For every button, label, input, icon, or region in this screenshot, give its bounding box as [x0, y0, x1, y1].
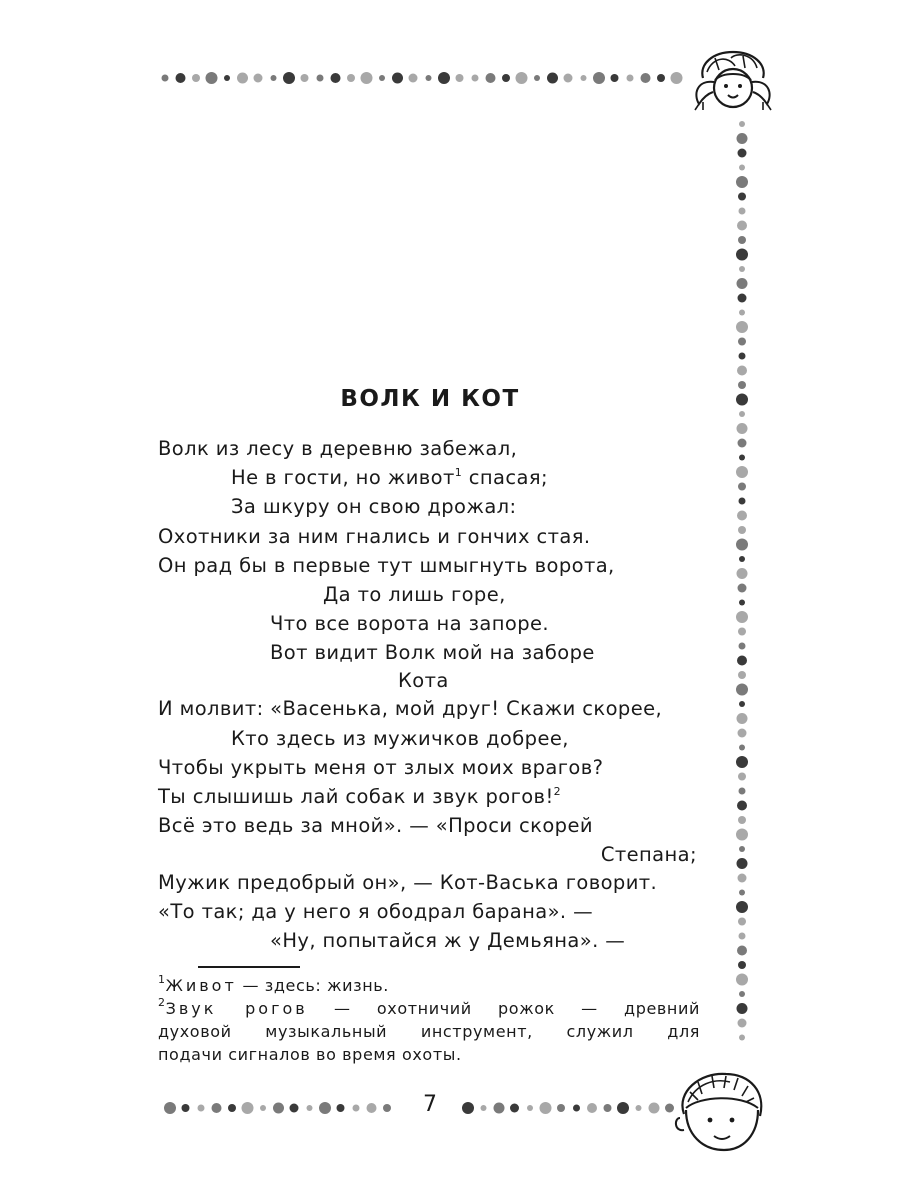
- border-dot: [367, 1103, 377, 1113]
- poem-line-18: [270, 928, 625, 954]
- border-dot: [739, 991, 745, 997]
- border-dot: [379, 75, 385, 81]
- poem-line-text: Что все ворота на запоре.: [270, 612, 549, 635]
- border-dot: [383, 1104, 391, 1112]
- poem-line-text: Кто здесь из мужичков добрее,: [231, 727, 569, 750]
- border-dot: [738, 338, 746, 346]
- border-dot: [627, 75, 634, 82]
- border-dot: [228, 1104, 236, 1112]
- border-dot: [604, 1104, 612, 1112]
- border-dot: [331, 73, 341, 83]
- border-dot: [739, 643, 746, 650]
- border-dot: [649, 1103, 660, 1114]
- poem-line-10: [158, 696, 662, 722]
- poem-line-text: Ты слышишь лай собак и звук рогов!: [158, 785, 554, 808]
- border-dot: [347, 74, 355, 82]
- border-dot: [361, 72, 373, 84]
- poem-line-15: [601, 842, 697, 868]
- border-dot: [739, 846, 745, 852]
- border-dot: [738, 816, 746, 824]
- poem-line-text: Степана;: [600, 843, 697, 866]
- border-dot: [736, 901, 748, 913]
- top-dot-border: [162, 72, 683, 84]
- border-dot: [237, 73, 248, 84]
- poem-line-12: [158, 755, 603, 781]
- border-dot: [738, 236, 746, 244]
- footnote-1-marker: 1: [158, 973, 166, 986]
- border-dot: [307, 1105, 313, 1111]
- border-dot: [657, 74, 665, 82]
- border-dot: [317, 75, 324, 82]
- footnote-1-text: — здесь: жизнь.: [236, 976, 389, 995]
- border-dot: [739, 556, 745, 562]
- border-dot: [426, 75, 432, 81]
- border-dot: [162, 75, 169, 82]
- border-dot: [438, 72, 450, 84]
- poem-line-text: И молвит: «Васенька, мой друг! Скажи скорее,: [158, 697, 663, 720]
- border-dot: [581, 75, 587, 81]
- poem-line-5: [158, 553, 615, 579]
- border-dot: [737, 713, 748, 724]
- border-dot: [739, 310, 745, 316]
- border-dot: [319, 1102, 331, 1114]
- poem-line-17: [158, 899, 593, 925]
- border-dot: [739, 455, 745, 461]
- border-dot: [738, 584, 747, 593]
- poem-line-8: [270, 640, 595, 666]
- poem-line-text: Он рад бы в первые тут шмыгнуть ворота,: [158, 554, 615, 577]
- poem-line-2: [231, 465, 548, 491]
- border-dot: [738, 918, 746, 926]
- poem-line-text: Всё это ведь за мной». — «Проси скорей: [158, 814, 593, 837]
- border-dot: [737, 278, 748, 289]
- border-dot: [242, 1102, 254, 1114]
- border-dot: [737, 1003, 748, 1014]
- right-dot-border: [736, 121, 748, 1041]
- poem-line-text: Вот видит Волк мой на заборе: [270, 641, 595, 664]
- border-dot: [192, 74, 200, 82]
- border-dot: [502, 74, 510, 82]
- border-dot: [337, 1104, 345, 1112]
- border-dot: [739, 498, 746, 505]
- border-dot: [739, 208, 746, 215]
- border-dot: [738, 961, 746, 969]
- border-dot: [738, 193, 746, 201]
- boy-face-icon: [676, 1074, 761, 1150]
- border-dot: [573, 1105, 580, 1112]
- poem-line-text: За шкуру он свою дрожал:: [231, 495, 517, 518]
- border-dot: [510, 1104, 519, 1113]
- footnote-separator: [198, 966, 300, 968]
- border-dot: [534, 75, 540, 81]
- border-dot: [739, 701, 745, 707]
- border-dot: [736, 829, 748, 841]
- poem-title: ВОЛК И КОТ: [340, 386, 520, 412]
- border-dot: [611, 74, 619, 82]
- border-dot: [182, 1104, 190, 1112]
- border-dot: [353, 1105, 360, 1112]
- border-dot: [283, 72, 295, 84]
- border-dot: [738, 874, 747, 883]
- page-number: 7: [423, 1092, 437, 1117]
- border-dot: [738, 483, 746, 491]
- border-dot: [737, 946, 747, 956]
- border-dot: [738, 149, 747, 158]
- poem-line-13: [158, 784, 561, 810]
- border-dot: [472, 75, 479, 82]
- border-dot: [736, 539, 748, 551]
- border-dot: [738, 729, 747, 738]
- footnote-2-marker: 2: [158, 996, 166, 1009]
- border-dot: [737, 511, 747, 521]
- border-dot: [462, 1102, 474, 1114]
- border-dot: [671, 72, 683, 84]
- border-dot: [540, 1102, 552, 1114]
- border-dot: [737, 423, 748, 434]
- poem-line-text: Охотники за ним гнались и гончих стая.: [158, 525, 591, 548]
- poem-line-11: [231, 726, 569, 752]
- footnote-1: [158, 974, 700, 997]
- footnote-2-line-2: духовой музыкальный инструмент, служил для: [158, 1022, 700, 1041]
- poem-line-text: Кота: [398, 669, 449, 692]
- border-dot: [739, 121, 745, 127]
- border-dot: [736, 611, 748, 623]
- border-dot: [736, 176, 748, 188]
- border-dot: [736, 684, 748, 696]
- border-dot: [617, 1102, 629, 1114]
- girl-face-icon: [695, 52, 771, 110]
- border-dot: [481, 1105, 487, 1111]
- poem-line-text: Мужик предобрый он», — Кот-Васька говорит.: [158, 871, 658, 894]
- border-dot: [260, 1105, 266, 1111]
- border-dot: [738, 628, 746, 636]
- poem-line-3: [231, 494, 517, 520]
- border-dot: [212, 1103, 222, 1113]
- border-dot: [736, 974, 748, 986]
- footnotes: [158, 974, 700, 1066]
- border-dot: [737, 801, 747, 811]
- border-dot: [392, 73, 403, 84]
- border-dot: [665, 1104, 674, 1113]
- border-dot: [290, 1104, 299, 1113]
- footnote-1-term: Живот: [165, 976, 237, 995]
- border-dot: [273, 1103, 284, 1114]
- border-dot: [738, 294, 747, 303]
- border-dot: [737, 568, 748, 579]
- poem-line-16: [158, 870, 657, 896]
- border-dot: [739, 266, 745, 272]
- border-dot: [739, 600, 745, 606]
- poem-line-1: [158, 436, 517, 462]
- border-dot: [254, 74, 263, 83]
- footnote-2-text: — охотничий рожок — древний: [307, 999, 700, 1018]
- border-dot: [736, 249, 748, 261]
- border-dot: [737, 858, 748, 869]
- border-dot: [224, 75, 230, 81]
- border-dot: [736, 466, 748, 478]
- border-dot: [739, 788, 746, 795]
- border-dot: [738, 671, 746, 679]
- border-dot: [516, 72, 528, 84]
- border-dot: [456, 74, 464, 82]
- border-dot: [739, 353, 746, 360]
- border-dot: [737, 221, 747, 231]
- border-dot: [738, 773, 746, 781]
- border-dot: [641, 73, 651, 83]
- border-dot: [739, 165, 745, 171]
- poem-line-tail: спасая;: [462, 466, 548, 489]
- border-dot: [198, 1105, 205, 1112]
- border-dot: [739, 745, 745, 751]
- poem-line-6: [323, 582, 506, 608]
- poem-line-text: Чтобы укрыть меня от злых моих врагов?: [158, 756, 604, 779]
- border-dot: [494, 1103, 505, 1114]
- footnote-2-term: Звук рогов: [165, 999, 308, 1018]
- border-dot: [587, 1103, 597, 1113]
- border-dot: [738, 526, 746, 534]
- poem-line-14: [158, 813, 593, 839]
- border-dot: [271, 75, 277, 81]
- border-dot: [738, 439, 747, 448]
- border-dot: [737, 133, 748, 144]
- border-dot: [738, 1019, 747, 1028]
- poem-line-text: «То так; да у него я ободрал барана». —: [158, 900, 594, 923]
- border-dot: [736, 321, 748, 333]
- border-dot: [739, 890, 745, 896]
- border-dot: [736, 756, 748, 768]
- border-dot: [486, 73, 496, 83]
- border-dot: [301, 74, 309, 82]
- border-dot: [636, 1105, 642, 1111]
- footnote-2-line-3: подачи сигналов во время охоты.: [158, 1045, 462, 1064]
- border-dot: [739, 1035, 745, 1041]
- border-dot: [176, 73, 186, 83]
- poem-line-9: [398, 668, 449, 694]
- poem-line-text: Не в гости, но живот: [231, 466, 455, 489]
- border-dot: [737, 366, 747, 376]
- border-dot: [409, 74, 418, 83]
- border-dot: [593, 72, 605, 84]
- border-dot: [547, 73, 558, 84]
- border-dot: [737, 656, 747, 666]
- footnote-2: [158, 997, 700, 1066]
- poem-line-text: Волк из лесу в деревню забежал,: [158, 437, 518, 460]
- border-dot: [206, 72, 218, 84]
- poem-line-text: Да то лишь горе,: [323, 583, 506, 606]
- footnote-reference: 1: [454, 466, 463, 479]
- border-dot: [557, 1104, 565, 1112]
- border-dot: [739, 933, 746, 940]
- poem-line-7: [270, 611, 549, 637]
- poem-line-text: «Ну, попытайся ж у Демьяна». —: [270, 929, 626, 952]
- border-dot: [164, 1102, 176, 1114]
- border-dot: [527, 1105, 533, 1111]
- border-dot: [564, 74, 573, 83]
- poem-line-4: [158, 524, 590, 550]
- footnote-reference: 2: [553, 785, 562, 798]
